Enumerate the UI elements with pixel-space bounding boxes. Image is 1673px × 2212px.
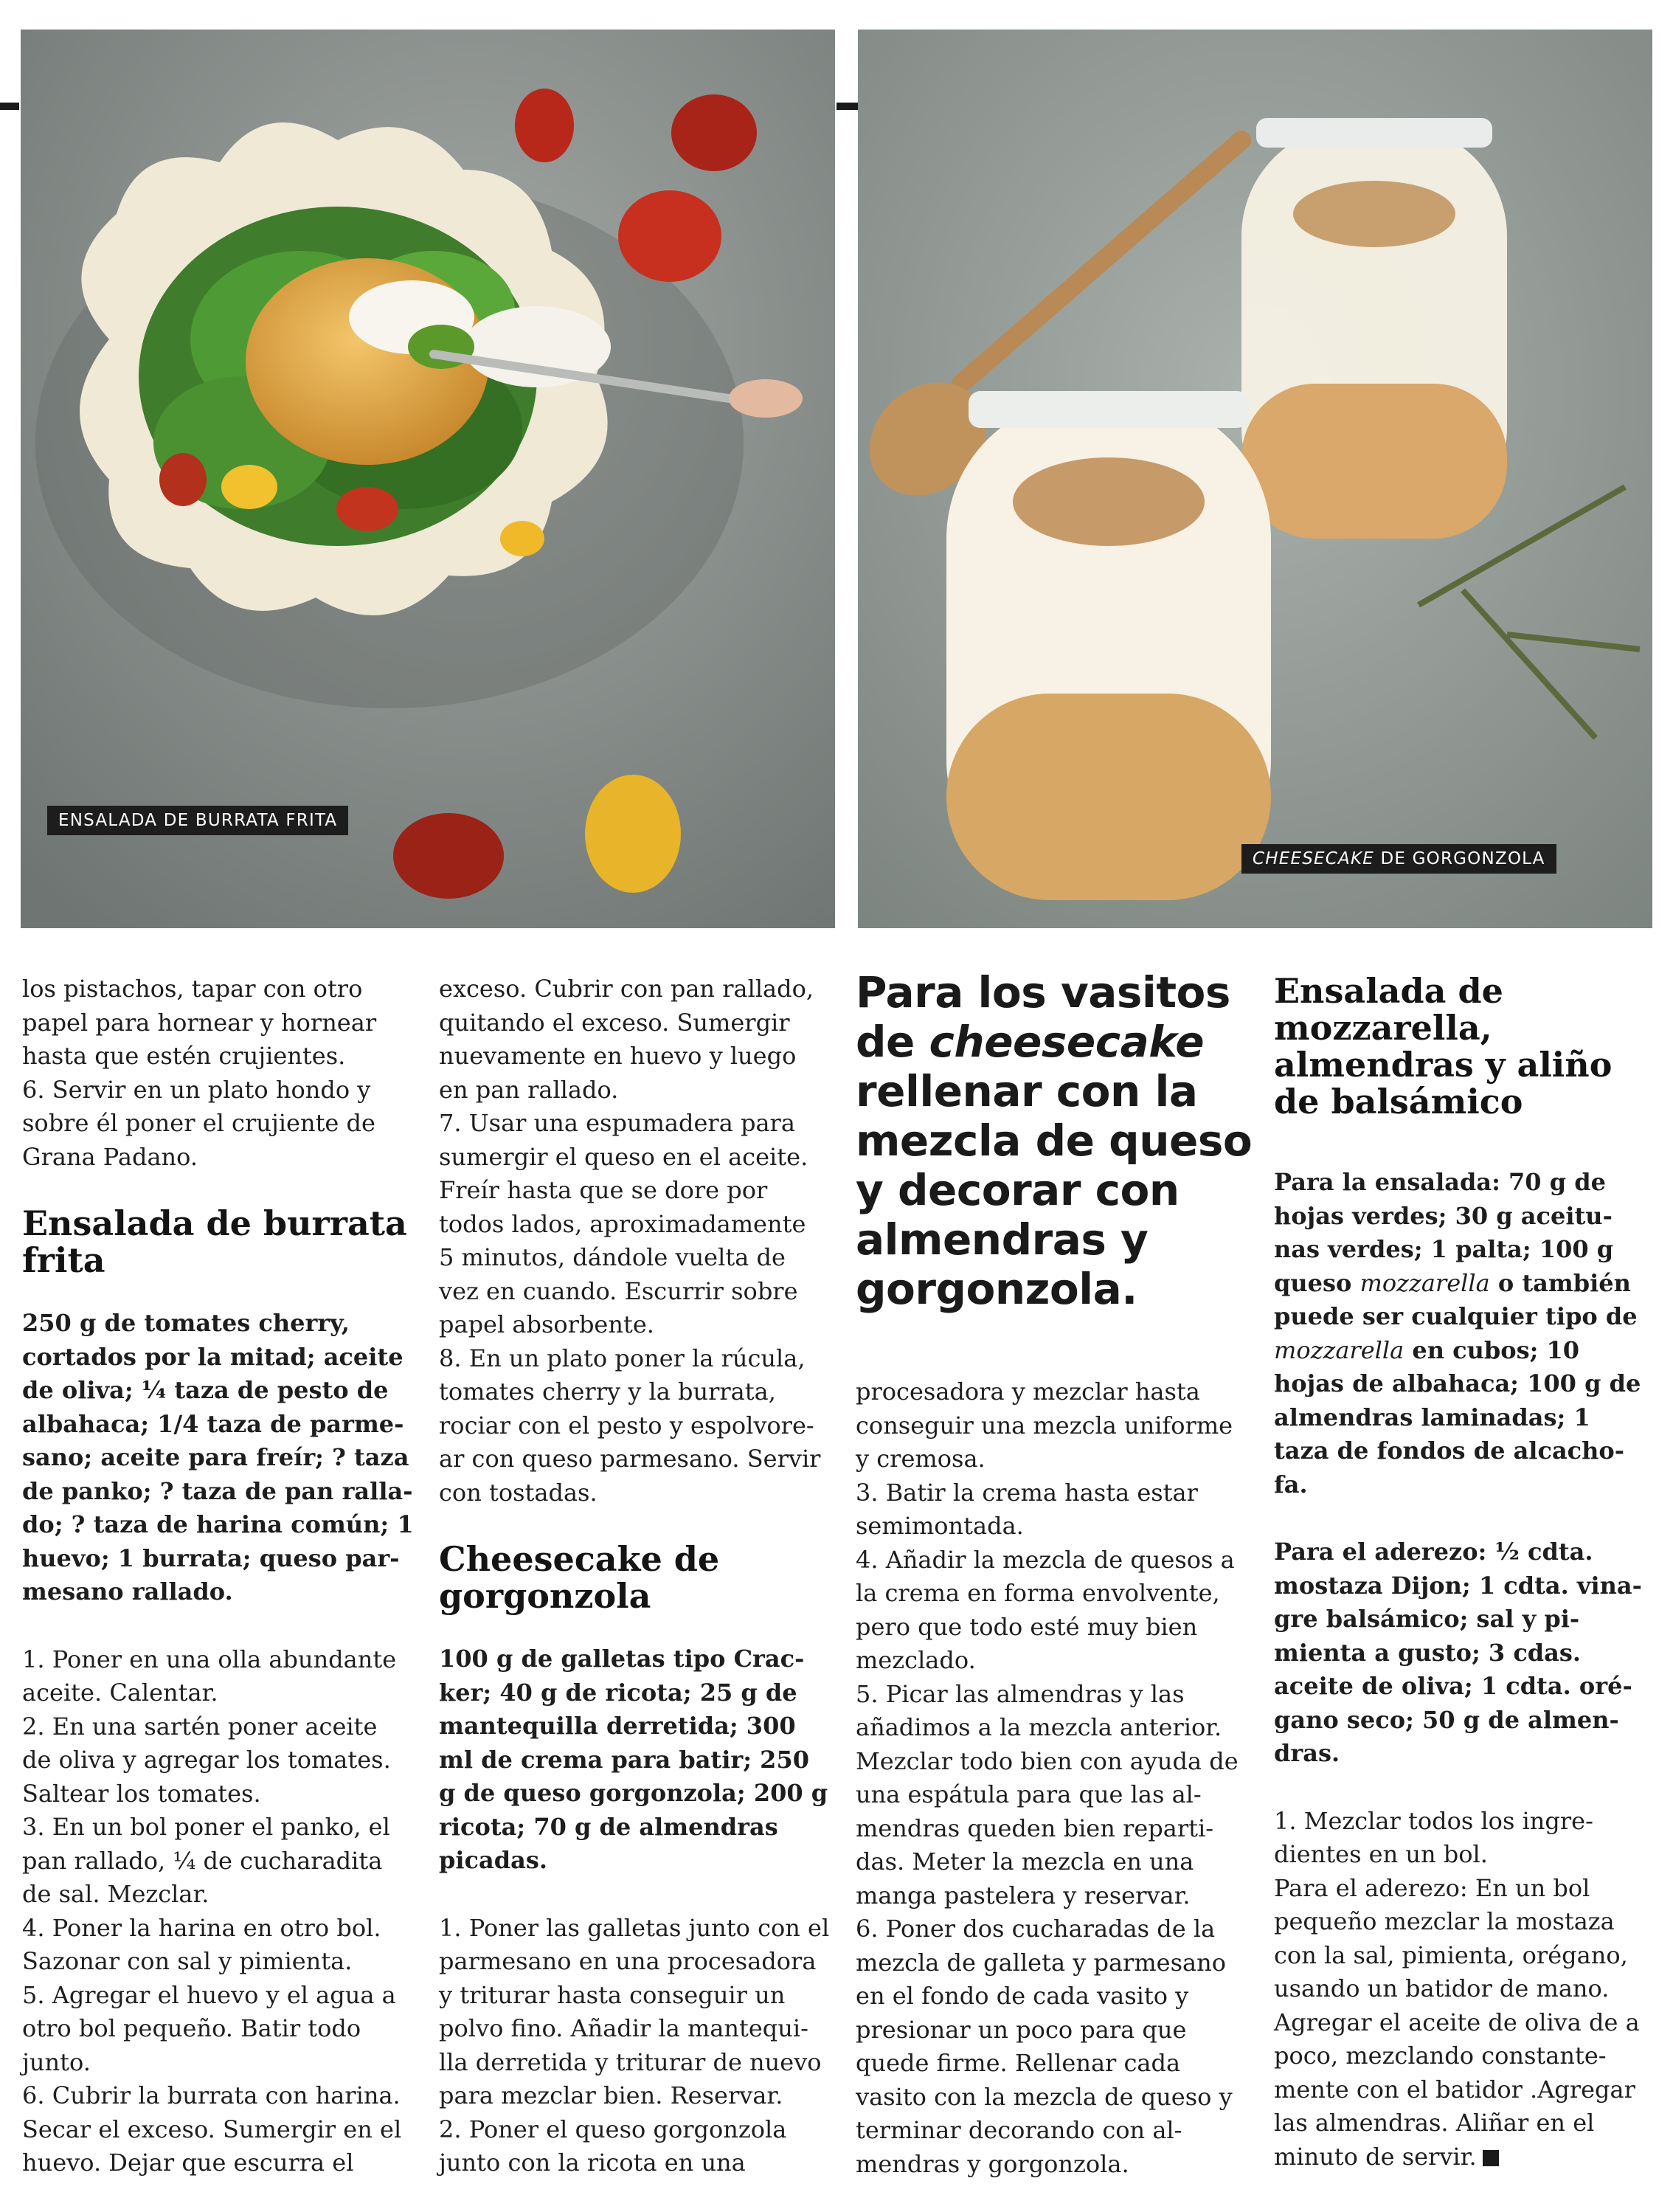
- text-line: ml de crema para batir; 250: [439, 1745, 809, 1774]
- text-line: Sazonar con sal y pimienta.: [22, 1947, 353, 1975]
- text-line: do; ? taza de harina común; 1: [22, 1510, 414, 1538]
- text-line: junto con la ricota en una: [439, 2149, 746, 2177]
- text-line: Para el aderezo: En un bol: [1274, 1873, 1590, 1902]
- recipe-title-burrata: [22, 1205, 420, 1279]
- text-line: Cheesecake de: [439, 1539, 720, 1579]
- text-line: lla derretida y triturar de nuevo: [439, 2047, 822, 2076]
- cheesecake-steps-continued: [856, 1375, 1254, 2181]
- text-line: huevo; 1 burrata; queso par-: [22, 1544, 400, 1572]
- text-line: almendras y aliño: [1274, 1045, 1613, 1085]
- text-line: Saltear los tomates.: [22, 1779, 261, 1808]
- text-line: Mezclar todo bien con ayuda de: [856, 1746, 1239, 1775]
- text-line: 8. En un plato poner la rúcula,: [439, 1344, 806, 1372]
- text-line: rociar con el pesto y espolvore-: [439, 1411, 814, 1439]
- text-line: procesadora y mezclar hasta: [856, 1378, 1200, 1406]
- text-line: gano seco; 50 g de almen-: [1274, 1705, 1619, 1734]
- text-line: 5 minutos, dándole vuelta de: [439, 1243, 786, 1271]
- text-line: 250 g de tomates cherry,: [22, 1309, 350, 1337]
- text-line: semimontada.: [856, 1512, 1024, 1540]
- text-line: junto.: [22, 2047, 91, 2076]
- text-line: g de queso gorgonzola; 200 g: [439, 1779, 828, 1807]
- text-line: Ensalada de burrata: [22, 1203, 407, 1243]
- text-line: 5. Picar las almendras y las: [856, 1679, 1185, 1708]
- text-line: mienta a gusto; 3 cdas.: [1274, 1638, 1582, 1667]
- text-line: tomates cherry y la burrata,: [439, 1378, 776, 1406]
- column-2: [439, 972, 837, 2180]
- text-line: almendras y: [856, 1214, 1149, 1265]
- text-line: sano; aceite para freír; ? taza: [22, 1443, 409, 1471]
- text-line: mendras queden bien reparti-: [856, 1814, 1214, 1842]
- mozzarella-salad-ingredients: Para la ensalada: 70 g de hojas verdes; 30 g aceitu- nas verdes; 1 palta; 100 g queso mozzarella o también puede ser cualquier tipo de mozzarella en cubos; 10 hojas de albahaca; 100 g de almendras laminadas; 1 taza de fondos de alcacho- fa.: [1274, 1168, 1641, 1499]
- text-line: sobre él poner el crujiente de: [22, 1109, 375, 1137]
- text-line: 6. Poner dos cucharadas de la: [856, 1915, 1216, 1943]
- text-line: mantequilla derretida; 300: [439, 1712, 796, 1740]
- text-line: otro bol pequeño. Batir todo: [22, 2014, 361, 2042]
- col2-continuation: [439, 972, 837, 1510]
- text-line: 4. Añadir la mezcla de quesos a: [856, 1545, 1235, 1574]
- text-line: frita: [22, 1240, 105, 1280]
- text-line: para mezclar bien. Reservar.: [439, 2081, 783, 2109]
- photo-gorgonzola-cheesecake: [858, 30, 1652, 928]
- end-of-article-mark: [1483, 2150, 1499, 2166]
- text-line: 3. En un bol poner el panko, el: [22, 1813, 390, 1841]
- text-line: gre balsámico; sal y pi-: [1274, 1605, 1580, 1633]
- text-line: gorgonzola.: [856, 1264, 1137, 1314]
- text-line: los pistachos, tapar con otro: [22, 975, 363, 1003]
- pull-quote-rest: [856, 1067, 1254, 1314]
- text-line: de oliva y agregar los tomates.: [22, 1746, 391, 1774]
- text-line: todos lados, aproximadamente: [439, 1209, 806, 1238]
- text-line: ar con queso parmesano. Servir: [439, 1445, 821, 1473]
- text-line: y triturar hasta conseguir un: [439, 1980, 786, 2009]
- text-line: parmesano en una procesadora: [439, 1947, 817, 1975]
- text-line: 4. Poner la harina en otro bol.: [22, 1913, 381, 1942]
- recipe-title-cheesecake: [439, 1541, 837, 1614]
- text-line: las almendras. Aliñar en el: [1274, 2109, 1595, 2137]
- cheesecake-steps: [439, 1912, 837, 2180]
- text-line: Ensalada de: [1274, 971, 1503, 1011]
- text-line: y cremosa.: [856, 1445, 986, 1473]
- text-line: mozzarella,: [1274, 1008, 1492, 1048]
- text-line: nuevamente en huevo y luego: [439, 1042, 797, 1070]
- edge-marker-left: [0, 103, 19, 110]
- text-line: mesano rallado.: [22, 1577, 233, 1606]
- mozzarella-dressing-ingredients: [1274, 1535, 1658, 1771]
- text-line: exceso. Cubrir con pan rallado,: [439, 975, 814, 1003]
- text-line: vez en cuando. Escurrir sobre: [439, 1276, 798, 1305]
- text-line: dientes en un bol.: [1274, 1840, 1488, 1868]
- text-line: aceite. Calentar.: [22, 1679, 218, 1707]
- text-line: mostaza Dijon; 1 cdta. vina-: [1274, 1571, 1642, 1600]
- text-line: Grana Padano.: [22, 1142, 198, 1171]
- text-line: Agregar el aceite de oliva de a: [1274, 2008, 1640, 2036]
- text-line: 7. Usar una espumadera para: [439, 1109, 795, 1137]
- text-line: con la sal, pimienta, orégano,: [1274, 1940, 1628, 1969]
- text-line: mezcla de galleta y parmesano: [856, 1948, 1226, 1977]
- text-line: Para el aderezo: ½ cdta.: [1274, 1538, 1593, 1566]
- text-line: gorgonzola: [439, 1576, 651, 1616]
- text-line: añadimos a la mezcla anterior.: [856, 1713, 1222, 1741]
- photo-caption-cheesecake: CHEESECAKE DE GORGONZOLA: [1241, 844, 1556, 874]
- pull-quote-line-1: Para los vasitos: [856, 967, 1230, 1017]
- text-line: con tostadas.: [439, 1478, 598, 1507]
- text-line: mezcla de queso: [856, 1116, 1253, 1166]
- text-line: presionar un poco para que: [856, 2015, 1187, 2044]
- text-line: cortados por la mitad; aceite: [22, 1342, 403, 1371]
- text-line: mezclado.: [856, 1646, 976, 1674]
- text-line: 1. Poner en una olla abundante: [22, 1645, 397, 1673]
- text-line: manga pastelera y reservar.: [856, 1881, 1191, 1909]
- text-line: hasta que estén crujientes.: [22, 1042, 346, 1070]
- text-line: ker; 40 g de ricota; 25 g de: [439, 1678, 797, 1707]
- text-line: usando un batidor de mano.: [1274, 1974, 1610, 2002]
- text-line: de sal. Mezclar.: [22, 1880, 209, 1908]
- mozzarella-steps: [1274, 1805, 1658, 2174]
- text-line: poco, mezclando constante-: [1274, 2042, 1607, 2070]
- text-line: ricota; 70 g de almendras: [439, 1812, 778, 1841]
- text-line: de panko; ? taza de pan ralla-: [22, 1476, 413, 1505]
- text-line: la crema en forma envolvente,: [856, 1579, 1220, 1607]
- column-1: [22, 972, 420, 2180]
- text-line: Secar el exceso. Sumergir en el: [22, 2115, 402, 2143]
- pull-quote: [856, 968, 1254, 1314]
- text-line: dras.: [1274, 1739, 1340, 1767]
- text-line: Freír hasta que se dore por: [439, 1176, 768, 1204]
- text-line: 2. En una sartén poner aceite: [22, 1712, 378, 1741]
- text-line: una espátula para que las al-: [856, 1780, 1202, 1808]
- text-line: terminar decorando con al-: [856, 2116, 1182, 2144]
- column-4: [1274, 972, 1658, 2174]
- text-line: das. Meter la mezcla en una: [856, 1848, 1194, 1876]
- burrata-steps: [22, 1643, 420, 2180]
- text-line: vasito con la mezcla de queso y: [856, 2082, 1233, 2111]
- text-line: 3. Batir la crema hasta estar: [856, 1478, 1198, 1507]
- edge-marker-middle: [836, 103, 859, 110]
- col1-continuation: [22, 972, 420, 1174]
- text-line: pan rallado, ¼ de cucharadita: [22, 1846, 383, 1875]
- text-line: papel absorbente.: [439, 1310, 654, 1338]
- text-line: 6. Servir en un plato hondo y: [22, 1075, 371, 1104]
- recipe-title-mozzarella: [1274, 972, 1658, 1120]
- photo-caption-burrata: ENSALADA DE BURRATA FRITA: [47, 806, 348, 835]
- text-line: en pan rallado.: [439, 1075, 619, 1104]
- text-line: pequeño mezclar la mostaza: [1274, 1907, 1615, 1935]
- text-line: y decorar con: [856, 1165, 1180, 1215]
- burrata-ingredients: [22, 1307, 420, 1609]
- text-line: quitando el exceso. Sumergir: [439, 1008, 790, 1037]
- text-line: de oliva; ¼ taza de pesto de: [22, 1376, 389, 1404]
- text-line: quede firme. Rellenar cada: [856, 2049, 1181, 2077]
- text-line: mendras y gorgonzola.: [856, 2149, 1129, 2178]
- text-line: 6. Cubrir la burrata con harina.: [22, 2081, 401, 2109]
- cheesecake-ingredients: [439, 1642, 837, 1878]
- text-line: polvo fino. Añadir la mantequi-: [439, 2014, 808, 2042]
- photo-burrata-salad: [21, 30, 835, 928]
- pull-quote-line-2: de cheesecake: [856, 1017, 1205, 1067]
- text-line: papel para hornear y hornear: [22, 1008, 377, 1037]
- text-line: conseguir una mezcla uniforme: [856, 1411, 1233, 1439]
- text-line: de balsámico: [1274, 1082, 1523, 1121]
- text-line: picadas.: [439, 1846, 548, 1874]
- text-line: minuto de servir.: [1274, 2140, 1658, 2174]
- text-line: 2. Poner el queso gorgonzola: [439, 2115, 787, 2143]
- text-line: pero que todo esté muy bien: [856, 1612, 1198, 1641]
- text-line: mente con el batidor .Agregar: [1274, 2075, 1635, 2104]
- text-line: sumergir el queso en el aceite.: [439, 1142, 808, 1171]
- text-line: 1. Mezclar todos los ingre-: [1274, 1806, 1593, 1835]
- text-line: huevo. Dejar que escurra el: [22, 2149, 354, 2177]
- text-line: rellenar con la: [856, 1066, 1198, 1116]
- text-line: aceite de oliva; 1 cdta. oré-: [1274, 1672, 1632, 1700]
- column-3: [856, 1375, 1254, 2181]
- text-line: en el fondo de cada vasito y: [856, 1982, 1189, 2010]
- text-line: 100 g de galletas tipo Crac-: [439, 1645, 805, 1673]
- text-line: 5. Agregar el huevo y el agua a: [22, 1980, 396, 2009]
- text-line: 1. Poner las galletas junto con el: [439, 1913, 830, 1942]
- text-line: albahaca; 1/4 taza de parme-: [22, 1409, 404, 1438]
